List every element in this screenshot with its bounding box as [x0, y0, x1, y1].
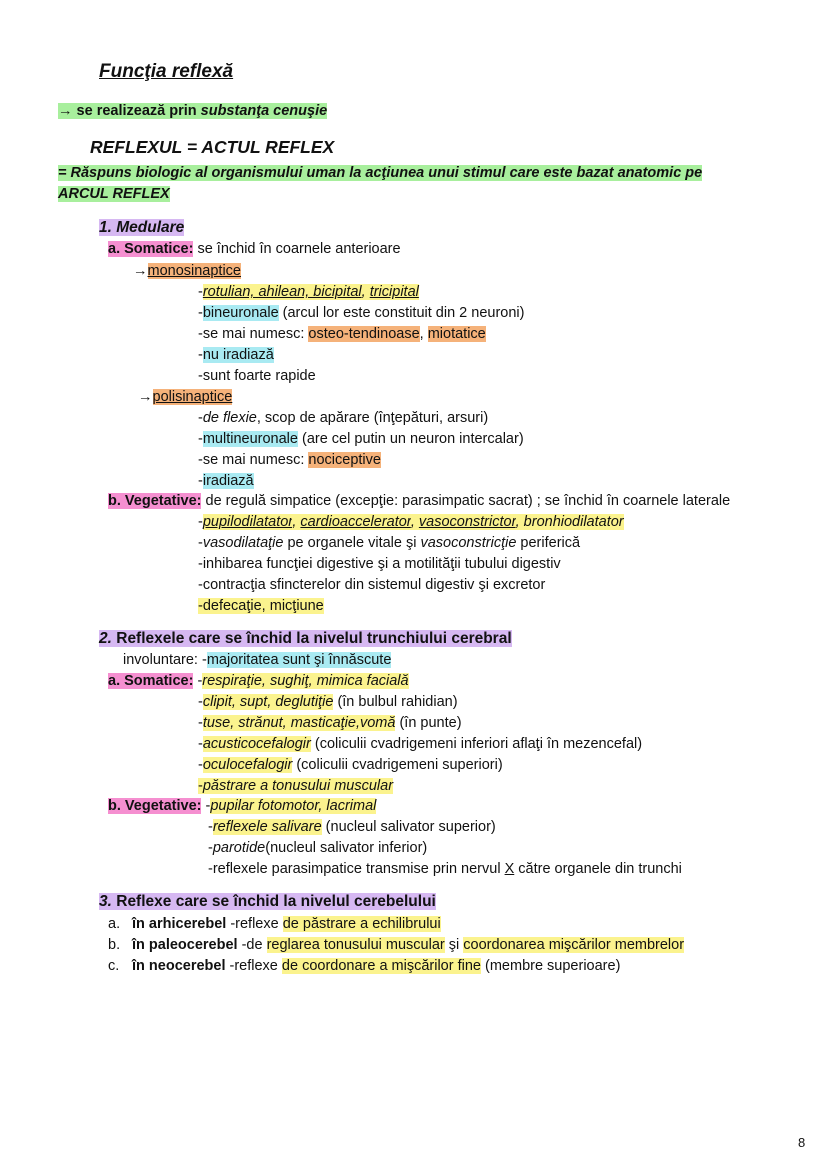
arhicerebel: în arhicerebel [132, 916, 227, 932]
section-3-text: Reflexe care se închid la nivelul cerebelului [111, 893, 436, 910]
separator: , [361, 284, 370, 300]
s1-vegetative-text: de regulă simpatice (excepţie: parasimpatic sacrat) ; se închid în coarnele laterale [201, 493, 731, 509]
page-title: Funcţia reflexă [99, 61, 234, 82]
list-letter: b. [108, 937, 121, 953]
bulb-note: (în bulbul rahidian) [333, 694, 458, 710]
de-flexie: de flexie [202, 410, 257, 426]
s3-b-sep: şi [444, 937, 464, 953]
parasimpatice-rest: către organele din trunchi [514, 861, 682, 877]
dash: - [198, 736, 203, 752]
dash: - [198, 410, 203, 426]
poli-item-1 [198, 409, 488, 428]
s1-vegetative-line [108, 492, 730, 511]
s2-som-item-2 [198, 714, 462, 733]
section-2-number: 2. [99, 630, 112, 647]
monosinaptice-line [133, 262, 241, 281]
coordonarea-membrelor: coordonarea mişcărilor membrelor [463, 937, 685, 953]
vasoconstrictie: vasoconstricţie [420, 535, 517, 551]
involuntare-label: involuntare: - [123, 652, 207, 668]
section-2-text: Reflexele care se închid la nivelul trunchiului cerebral [111, 630, 512, 647]
s3-item-a [108, 915, 441, 934]
veg-item-1 [198, 513, 624, 532]
poli-item-3 [198, 451, 381, 470]
mono-item-2 [198, 304, 524, 323]
s2-som-item-3 [198, 735, 642, 754]
dash: - [198, 284, 203, 300]
multineuronale-note: (are cel putin un neuron intercalar) [297, 431, 524, 447]
nociceptive: nociceptive [308, 452, 381, 468]
miotatice: miotatice [427, 326, 486, 342]
separator: , [515, 514, 524, 530]
intro-arrow: → [58, 103, 77, 119]
veg-item-2 [198, 534, 580, 553]
reglarea-tonusului: reglarea tonusului muscular [266, 937, 445, 953]
flexie-note: , scop de apărare (înţepături, arsuri) [256, 410, 489, 426]
section-1-heading [99, 218, 184, 237]
dash: - [193, 673, 203, 689]
s1-somatice-text: se închid în coarnele anterioare [193, 241, 401, 257]
mono-item-5: -sunt foarte rapide [198, 368, 316, 384]
poli-item-2 [198, 430, 524, 449]
iradiaza: iradiază [202, 473, 254, 489]
dash: - [198, 757, 203, 773]
list-letter: a. [108, 916, 121, 932]
s2-som-item-4 [198, 756, 503, 775]
mono-item-3 [198, 325, 486, 344]
acusticocefalogir: acusticocefalogir [202, 736, 311, 752]
mono-label: monosinaptice [147, 263, 241, 279]
section-2-heading [99, 629, 512, 648]
dash: - [198, 473, 203, 489]
section-3-number: 3. [99, 893, 112, 910]
dash: - [198, 514, 203, 530]
intro-text: se realizează prin [76, 103, 201, 119]
clipit: clipit, supt, deglutiţie [202, 694, 334, 710]
also-called: -se mai numesc: [198, 326, 309, 342]
vasoconstrictor: vasoconstrictor [418, 514, 516, 530]
s2-somatice-line [108, 672, 409, 691]
salivare-note: (nucleul salivator superior) [321, 819, 496, 835]
nerve-x: X [504, 861, 515, 877]
vasodilatatie: vasodilataţie [202, 535, 284, 551]
mono-item-4 [198, 346, 274, 365]
s3-b-mid: -de [237, 937, 267, 953]
defecatie-mictiune: -defecaţie, micţiune [198, 598, 324, 614]
section-2-title [99, 630, 512, 647]
veg-item-3: -inhibarea funcţiei digestive şi a motilităţii tubului digestiv [198, 556, 561, 572]
dash: - [198, 715, 203, 731]
section-1-title: 1. Medulare [99, 219, 185, 236]
mono-arrow: → [133, 263, 148, 279]
s1-somatice-label: a. Somatice: [108, 241, 194, 257]
nu-iradiaza: nu iradiază [202, 347, 274, 363]
section-3-title [99, 893, 436, 910]
punte-note: (în punte) [395, 715, 462, 731]
s2-somatice-label: a. Somatice: [108, 673, 194, 689]
s2-vegetative-label: b. Vegetative: [108, 798, 202, 814]
respiratie: respiraţie, sughiţ, mimica facială [202, 673, 409, 689]
dash: - [208, 819, 213, 835]
neocerebel: în neocerebel [132, 958, 226, 974]
separator: , [292, 514, 301, 530]
parotide: parotide [212, 840, 266, 856]
bineuronale-note: (arcul lor este constituit din 2 neuroni) [278, 305, 525, 321]
veg-item-5 [198, 597, 324, 616]
reflexele-salivare: reflexele salivare [212, 819, 322, 835]
also-called: -se mai numesc: [198, 452, 309, 468]
bronhiodilatator: bronhiodilatator [523, 514, 624, 530]
s2-veg-item-2 [208, 839, 427, 858]
section-3-heading [99, 892, 436, 911]
dash: - [198, 778, 203, 794]
acustic-note: (coliculii cvadrigemeni inferiori aflaţi în mezencefal) [310, 736, 643, 752]
s2-veg-item-3 [208, 860, 682, 879]
paleocerebel: în paleocerebel [132, 937, 238, 953]
dash: - [208, 840, 213, 856]
pupilar-fotomotor: pupilar fotomotor, lacrimal [210, 798, 377, 814]
s2-som-item-5 [198, 777, 393, 796]
dash: - [198, 431, 203, 447]
tuse: tuse, strănut, masticaţie,vomă [202, 715, 396, 731]
tonus-muscular: păstrare a tonusului muscular [202, 778, 394, 794]
intro-emphasis: substanţa cenuşie [200, 103, 328, 119]
s2-som-item-1 [198, 693, 458, 712]
s3-c-mid: -reflexe [225, 958, 282, 974]
s3-a-mid: -reflexe [226, 916, 283, 932]
oculocefalogir: oculocefalogir [202, 757, 293, 773]
veg-item-2-mid: pe organele vitale şi [283, 535, 421, 551]
mono-reflexes: rotulian, ahilean, bicipital [202, 284, 362, 300]
veg-item-2-rest: periferică [516, 535, 581, 551]
poli-arrow: → [138, 389, 153, 405]
ocular-note: (coliculii cvadrigemeni superiori) [292, 757, 503, 773]
pupilodilatator: pupilodilatator [202, 514, 293, 530]
parotide-note: (nucleul salivator inferior) [265, 840, 428, 856]
dash: - [198, 347, 203, 363]
list-letter: c. [108, 958, 120, 974]
definition-eq: = [58, 165, 71, 181]
dash: - [201, 798, 211, 814]
s3-c-rest: (membre superioare) [480, 958, 621, 974]
dash: - [198, 694, 203, 710]
s2-veg-item-1 [208, 818, 496, 837]
s3-item-c [108, 957, 620, 976]
dash: - [198, 305, 203, 321]
parasimpatice-pre: -reflexele parasimpatice transmise prin nervul [208, 861, 505, 877]
page-number: 8 [798, 1135, 806, 1150]
separator: , [419, 326, 428, 342]
bineuronale: bineuronale [202, 305, 279, 321]
s1-somatice-line [108, 240, 401, 259]
s3-item-b [108, 936, 684, 955]
definition-line-2 [58, 185, 170, 204]
intro-line [58, 102, 327, 121]
poli-item-4 [198, 472, 254, 491]
echilibru: de păstrare a echilibrului [282, 916, 441, 932]
polisinaptice-line [138, 388, 232, 407]
innascute: majoritatea sunt şi înnăscute [206, 652, 392, 668]
mono-item-1 [198, 283, 419, 302]
s1-vegetative-label: b. Vegetative: [108, 493, 202, 509]
dash: - [198, 535, 203, 551]
cardioaccelerator: cardioaccelerator [300, 514, 411, 530]
veg-item-4: -contracţia sfincterelor din sistemul digestiv şi excretor [198, 577, 546, 593]
definition-line-1 [58, 164, 702, 183]
multineuronale: multineuronale [202, 431, 298, 447]
definition-arc: ARCUL REFLEX [58, 186, 170, 202]
definition-text: Răspuns biologic al organismului uman la acţiunea unui stimul care este bazat anatomic pe [70, 165, 703, 181]
reflex-heading: REFLEXUL = ACTUL REFLEX [90, 137, 335, 157]
separator: , [410, 514, 419, 530]
poli-label: polisinaptice [152, 389, 233, 405]
involuntare-line [123, 651, 391, 670]
miscari-fine: de coordonare a mişcărilor fine [281, 958, 481, 974]
s2-vegetative-line [108, 797, 376, 816]
osteo-tendinoase: osteo-tendinoase [308, 326, 420, 342]
mono-tricipital: tricipital [369, 284, 419, 300]
